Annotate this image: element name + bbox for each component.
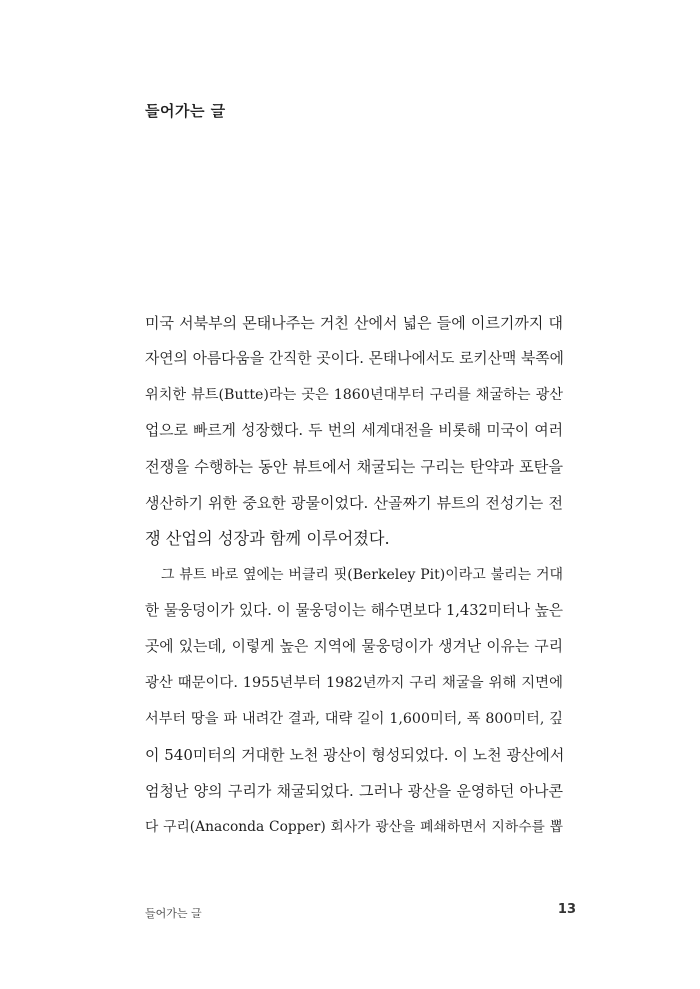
section-title: 들어가는 글: [145, 102, 226, 120]
running-title: 들어가는 글: [145, 907, 202, 920]
text-line: 위치한 뷰트(Butte)라는 곳은 1860년대부터 구리를 채굴하는 광산: [145, 387, 563, 403]
text-line: 미국 서북부의 몬태나주는 거친 산에서 넓은 들에 이르기까지 대: [145, 314, 563, 332]
text-line: 쟁 산업의 성장과 함께 이루어졌다.: [145, 529, 390, 548]
text-line: 한 물웅덩이가 있다. 이 물웅덩이는 해수면보다 1,432미터나 높은: [145, 602, 563, 619]
text-line: 업으로 빠르게 성장했다. 두 번의 세계대전을 비롯해 미국이 여러: [145, 422, 563, 439]
page-number: 13: [557, 902, 576, 917]
text-line: 엄청난 양의 구리가 채굴되었다. 그러나 광산을 운영하던 아나콘: [145, 782, 563, 800]
text-line: 광산 때문이다. 1955년부터 1982년까지 구리 채굴을 위해 지면에: [145, 675, 563, 691]
text-line: 전쟁을 수행하는 동안 뷰트에서 채굴되는 구리는 탄약과 포탄을: [145, 458, 563, 476]
text-line: 생산하기 위한 중요한 광물이었다. 산골짜기 뷰트의 전성기는 전: [145, 494, 563, 512]
body-text: [145, 305, 563, 845]
text-line: 그 뷰트 바로 옆에는 버클리 핏(Berkeley Pit)이라고 불리는 거대: [161, 567, 563, 583]
text-line: 서부터 땅을 파 내려간 결과, 대략 길이 1,600미터, 폭 800미터, 깊: [145, 711, 563, 727]
text-line: 곳에 있는데, 이렇게 높은 지역에 물웅덩이가 생겨난 이유는 구리: [145, 638, 563, 655]
text-line: 이 540미터의 거대한 노천 광산이 형성되었다. 이 노천 광산에서: [145, 746, 565, 764]
text-line: 다 구리(Anaconda Copper) 회사가 광산을 폐쇄하면서 지하수를 뽑: [145, 819, 563, 835]
text-line: 자연의 아름다움을 간직한 곳이다. 몬태나에서도 로키산맥 북쪽에: [145, 350, 564, 367]
